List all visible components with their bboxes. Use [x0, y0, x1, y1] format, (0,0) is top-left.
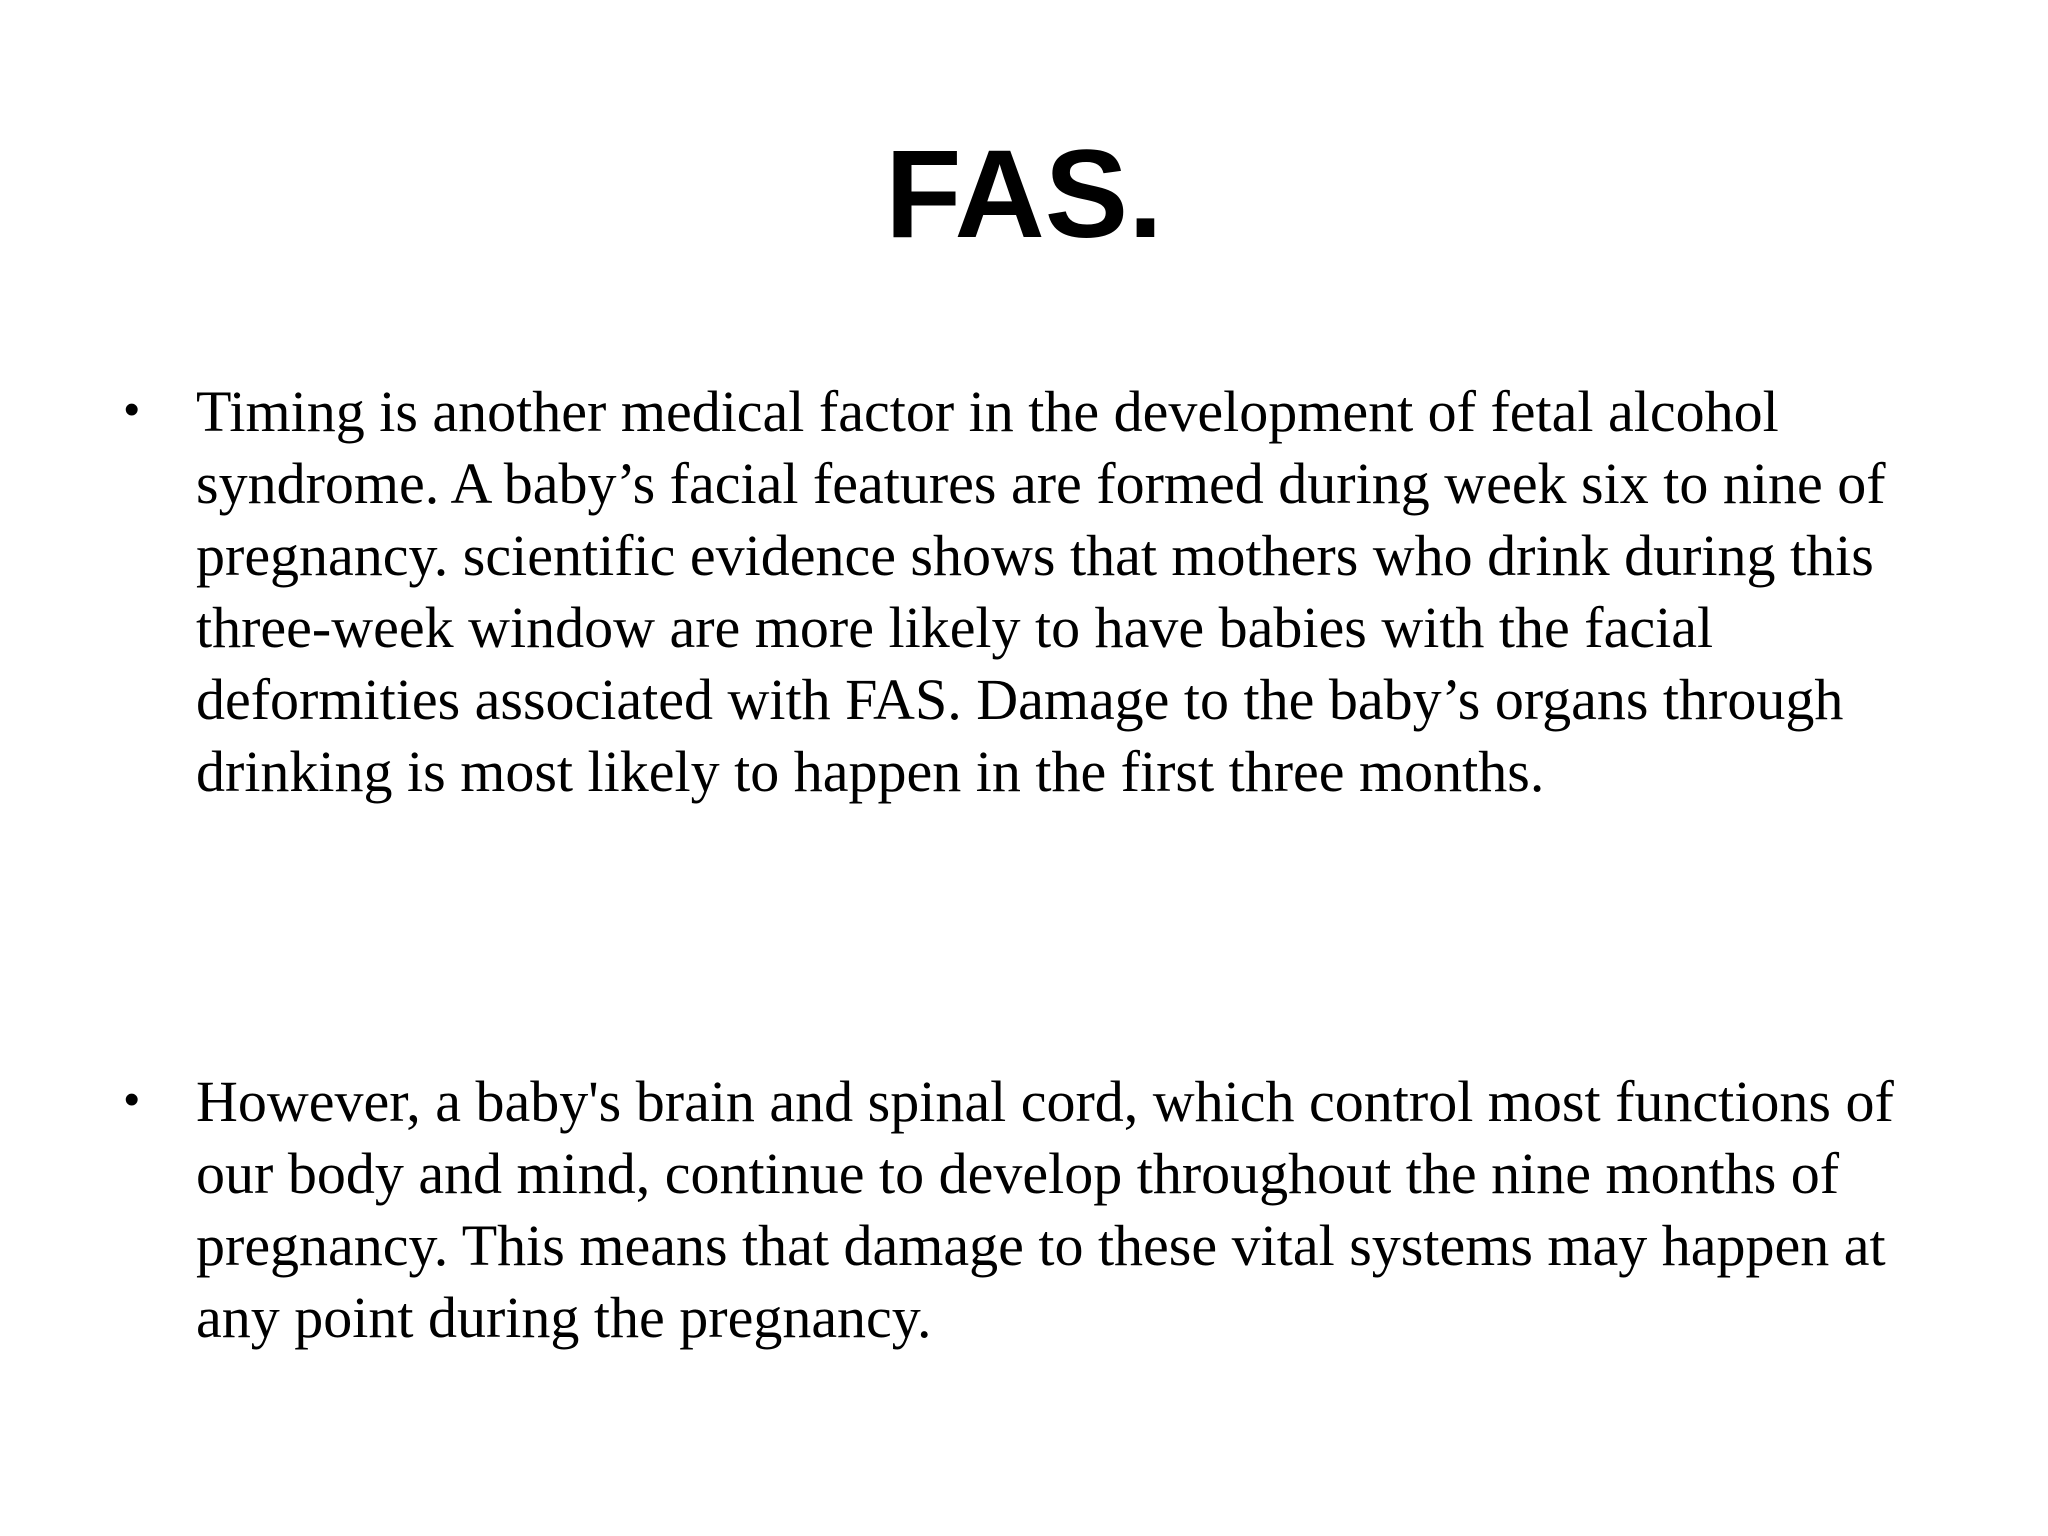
- bullet-text-brain-development: However, a baby's brain and spinal cord, which control most functions of our body and mind, continue to develop throughout the nine months of pregnancy. This means that damage to these vital systems may happen at any point during the pregnancy.: [196, 1069, 1894, 1350]
- bullet-marker-icon: •: [124, 385, 140, 434]
- bullet-item-brain-development: [124, 1066, 1956, 1354]
- bullet-text-timing: Timing is another medical factor in the development of fetal alcohol syndrome. A baby’s facial features are formed during week six to nine of pregnancy. scientific evidence shows that mothers who drink during this three-week window are more likely to have babies with the facial deformities associated with FAS. Damage to the baby’s organs through drinking is most likely to happen in the first three months.: [196, 379, 1886, 804]
- bullet-marker-icon: •: [124, 1075, 140, 1124]
- slide-title: FAS.: [885, 125, 1163, 264]
- bullet-item-timing: [124, 376, 1956, 808]
